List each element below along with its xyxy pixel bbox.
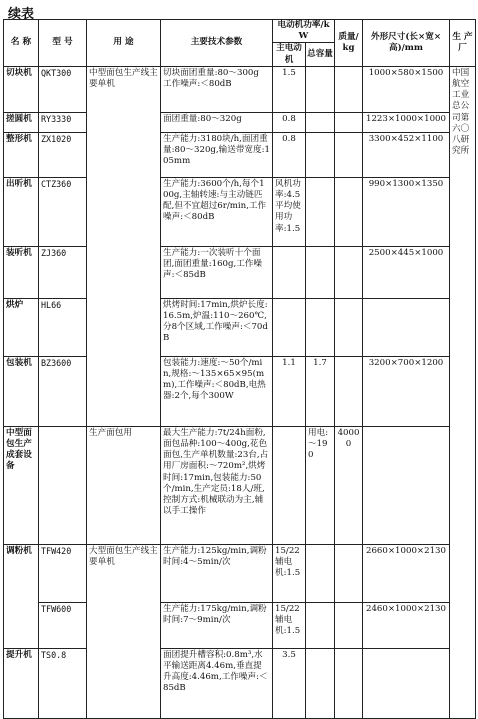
- cell-model: TS0.8: [39, 648, 87, 718]
- cell-model: RY3330: [39, 112, 87, 132]
- cell-motor-main: 15/22辅电机:1.5: [273, 544, 306, 602]
- cell-name: 装听机: [4, 246, 39, 298]
- cell-motor-total: [306, 112, 335, 132]
- cell-mass: [335, 177, 363, 246]
- cell-name: 调粉机: [4, 544, 39, 648]
- header-dims: 外形尺寸(长×宽×高)/mm: [363, 20, 450, 67]
- cell-motor-total: [306, 298, 335, 356]
- cell-params: 面团提升槽容积:0.8m³,水平输送距离4.46m,垂直提升高度:4.46m,工作噪声:＜85dB: [161, 648, 273, 718]
- cell-dims: 990×1300×1350: [363, 177, 450, 246]
- cell-motor-main: 3.5: [273, 648, 306, 718]
- cell-dims: [363, 648, 450, 718]
- table-row: [4, 66, 476, 112]
- table-row: [4, 298, 476, 356]
- cell-params: 烘烤时间:17min,烘炉长度:16.5m,炉温:110～260℃,分8个区域,工作噪声:＜70dB: [161, 298, 273, 356]
- cell-model: [39, 426, 87, 544]
- cell-name: 包装机: [4, 356, 39, 426]
- table-caption: 续表: [8, 7, 35, 22]
- cell-model: CTZ360: [39, 177, 87, 246]
- cell-mass: 40000: [335, 426, 363, 544]
- cell-dims: 3200×700×1200: [363, 356, 450, 426]
- header-mass: 质量/kg: [335, 20, 363, 67]
- cell-name: 中型面包生产成套设备: [4, 426, 39, 544]
- cell-dims: 3300×452×1100: [363, 132, 450, 177]
- cell-use: 大型面包生产线主要单机: [87, 544, 161, 718]
- cell-motor-main: [273, 246, 306, 298]
- cell-motor-main: 1.5: [273, 66, 306, 112]
- cell-dims: 2660×1000×2130: [363, 544, 450, 602]
- cell-params: 最大生产能力:7t/24h面粉,面包品种:100～400g,花色面包,生产单机数量:23台,占用厂房面积:～720m²,烘烤时间:17min,包装能力:50个/min,生产定员:18人/班,控制方式:机械联动为主,辅以手工操作: [161, 426, 273, 544]
- cell-name: 出听机: [4, 177, 39, 246]
- cell-model: TFW420: [39, 544, 87, 602]
- table-row: [4, 426, 476, 544]
- header-motor-main: 主电动机: [273, 43, 306, 66]
- cell-mass: [335, 298, 363, 356]
- cell-model: ZJ360: [39, 246, 87, 298]
- table-row: [4, 544, 476, 602]
- cell-name: 搓圆机: [4, 112, 39, 132]
- table-row: [4, 177, 476, 246]
- cell-name: 提升机: [4, 648, 39, 718]
- cell-motor-total: [306, 602, 335, 648]
- cell-params: 生产能力:125kg/min,调粉时间:4～5min/次: [161, 544, 273, 602]
- cell-mass: [335, 112, 363, 132]
- cell-params: 生产能力:3600个/h,每个100g,主轴转速:与主动链匹配,但不宜超过6r/min,工作噪声:＜80dB: [161, 177, 273, 246]
- cell-motor-main: [273, 426, 306, 544]
- cell-params: 生产能力:一次装听十个面团,面团重量:160g,工作噪声:＜85dB: [161, 246, 273, 298]
- table-row: [4, 648, 476, 718]
- cell-dims: [363, 426, 450, 544]
- cell-motor-main: [273, 298, 306, 356]
- cell-dims: 1000×580×1500: [363, 66, 450, 112]
- cell-motor-main: 15/22辅电机:1.5: [273, 602, 306, 648]
- cell-model: ZX1020: [39, 132, 87, 177]
- header-use: 用 途: [87, 20, 161, 67]
- cell-maker: 中国航空工业总公司第六〇八研究所: [450, 66, 476, 718]
- cell-motor-total: [306, 66, 335, 112]
- cell-model: TFW600: [39, 602, 87, 648]
- header-motor: 电动机功率/kW: [273, 20, 335, 43]
- cell-mass: [335, 648, 363, 718]
- header-name: 名 称: [4, 20, 39, 67]
- cell-motor-total: [306, 177, 335, 246]
- table-row: [4, 602, 476, 648]
- cell-motor-total: 1.7: [306, 356, 335, 426]
- table-row: [4, 356, 476, 426]
- cell-dims: 2460×1000×2130: [363, 602, 450, 648]
- cell-motor-total: [306, 648, 335, 718]
- header-maker: 生 产 厂: [450, 20, 476, 67]
- cell-model: BZ3600: [39, 356, 87, 426]
- cell-name: 整形机: [4, 132, 39, 177]
- cell-params: 包装能力:速度:～50个/min,规格:～135×65×95(mm),工作噪声:＜80dB,电热器:2个,每个300W: [161, 356, 273, 426]
- cell-model: HL66: [39, 298, 87, 356]
- cell-dims: 1223×1000×1000: [363, 112, 450, 132]
- header-motor-total: 总容量: [306, 43, 335, 66]
- cell-motor-main: 0.8: [273, 132, 306, 177]
- cell-dims: [363, 298, 450, 356]
- cell-motor-total: [306, 132, 335, 177]
- cell-mass: [335, 544, 363, 602]
- cell-mass: [335, 602, 363, 648]
- cell-name: 烘炉: [4, 298, 39, 356]
- cell-motor-total: [306, 246, 335, 298]
- cell-motor-total: [306, 544, 335, 602]
- cell-motor-main: 1.1: [273, 356, 306, 426]
- cell-mass: [335, 246, 363, 298]
- cell-params: 面团重量:80～320g: [161, 112, 273, 132]
- equipment-table: [3, 19, 476, 719]
- header-model: 型 号: [39, 20, 87, 67]
- cell-params: 生产能力:3180块/h,面团重量:80～320g,输送带宽度:105mm: [161, 132, 273, 177]
- cell-name: 切块机: [4, 66, 39, 112]
- table-row: [4, 112, 476, 132]
- cell-dims: 2500×445×1000: [363, 246, 450, 298]
- table-row: [4, 132, 476, 177]
- table-row: [4, 246, 476, 298]
- cell-model: QKT300: [39, 66, 87, 112]
- cell-params: 生产能力:175kg/min,调粉时间:7～9min/次: [161, 602, 273, 648]
- cell-use: 中型面包生产线主要单机: [87, 66, 161, 426]
- cell-use: 生产面包用: [87, 426, 161, 544]
- cell-mass: [335, 66, 363, 112]
- cell-motor-main: 风机功率:4.5平均使用功率:1.5: [273, 177, 306, 246]
- cell-mass: [335, 132, 363, 177]
- header-params: 主要技术参数: [161, 20, 273, 67]
- cell-motor-total: 用电:～190: [306, 426, 335, 544]
- cell-params: 切块面团重量:80～300g 工作噪声:＜80dB: [161, 66, 273, 112]
- cell-mass: [335, 356, 363, 426]
- cell-motor-main: 0.8: [273, 112, 306, 132]
